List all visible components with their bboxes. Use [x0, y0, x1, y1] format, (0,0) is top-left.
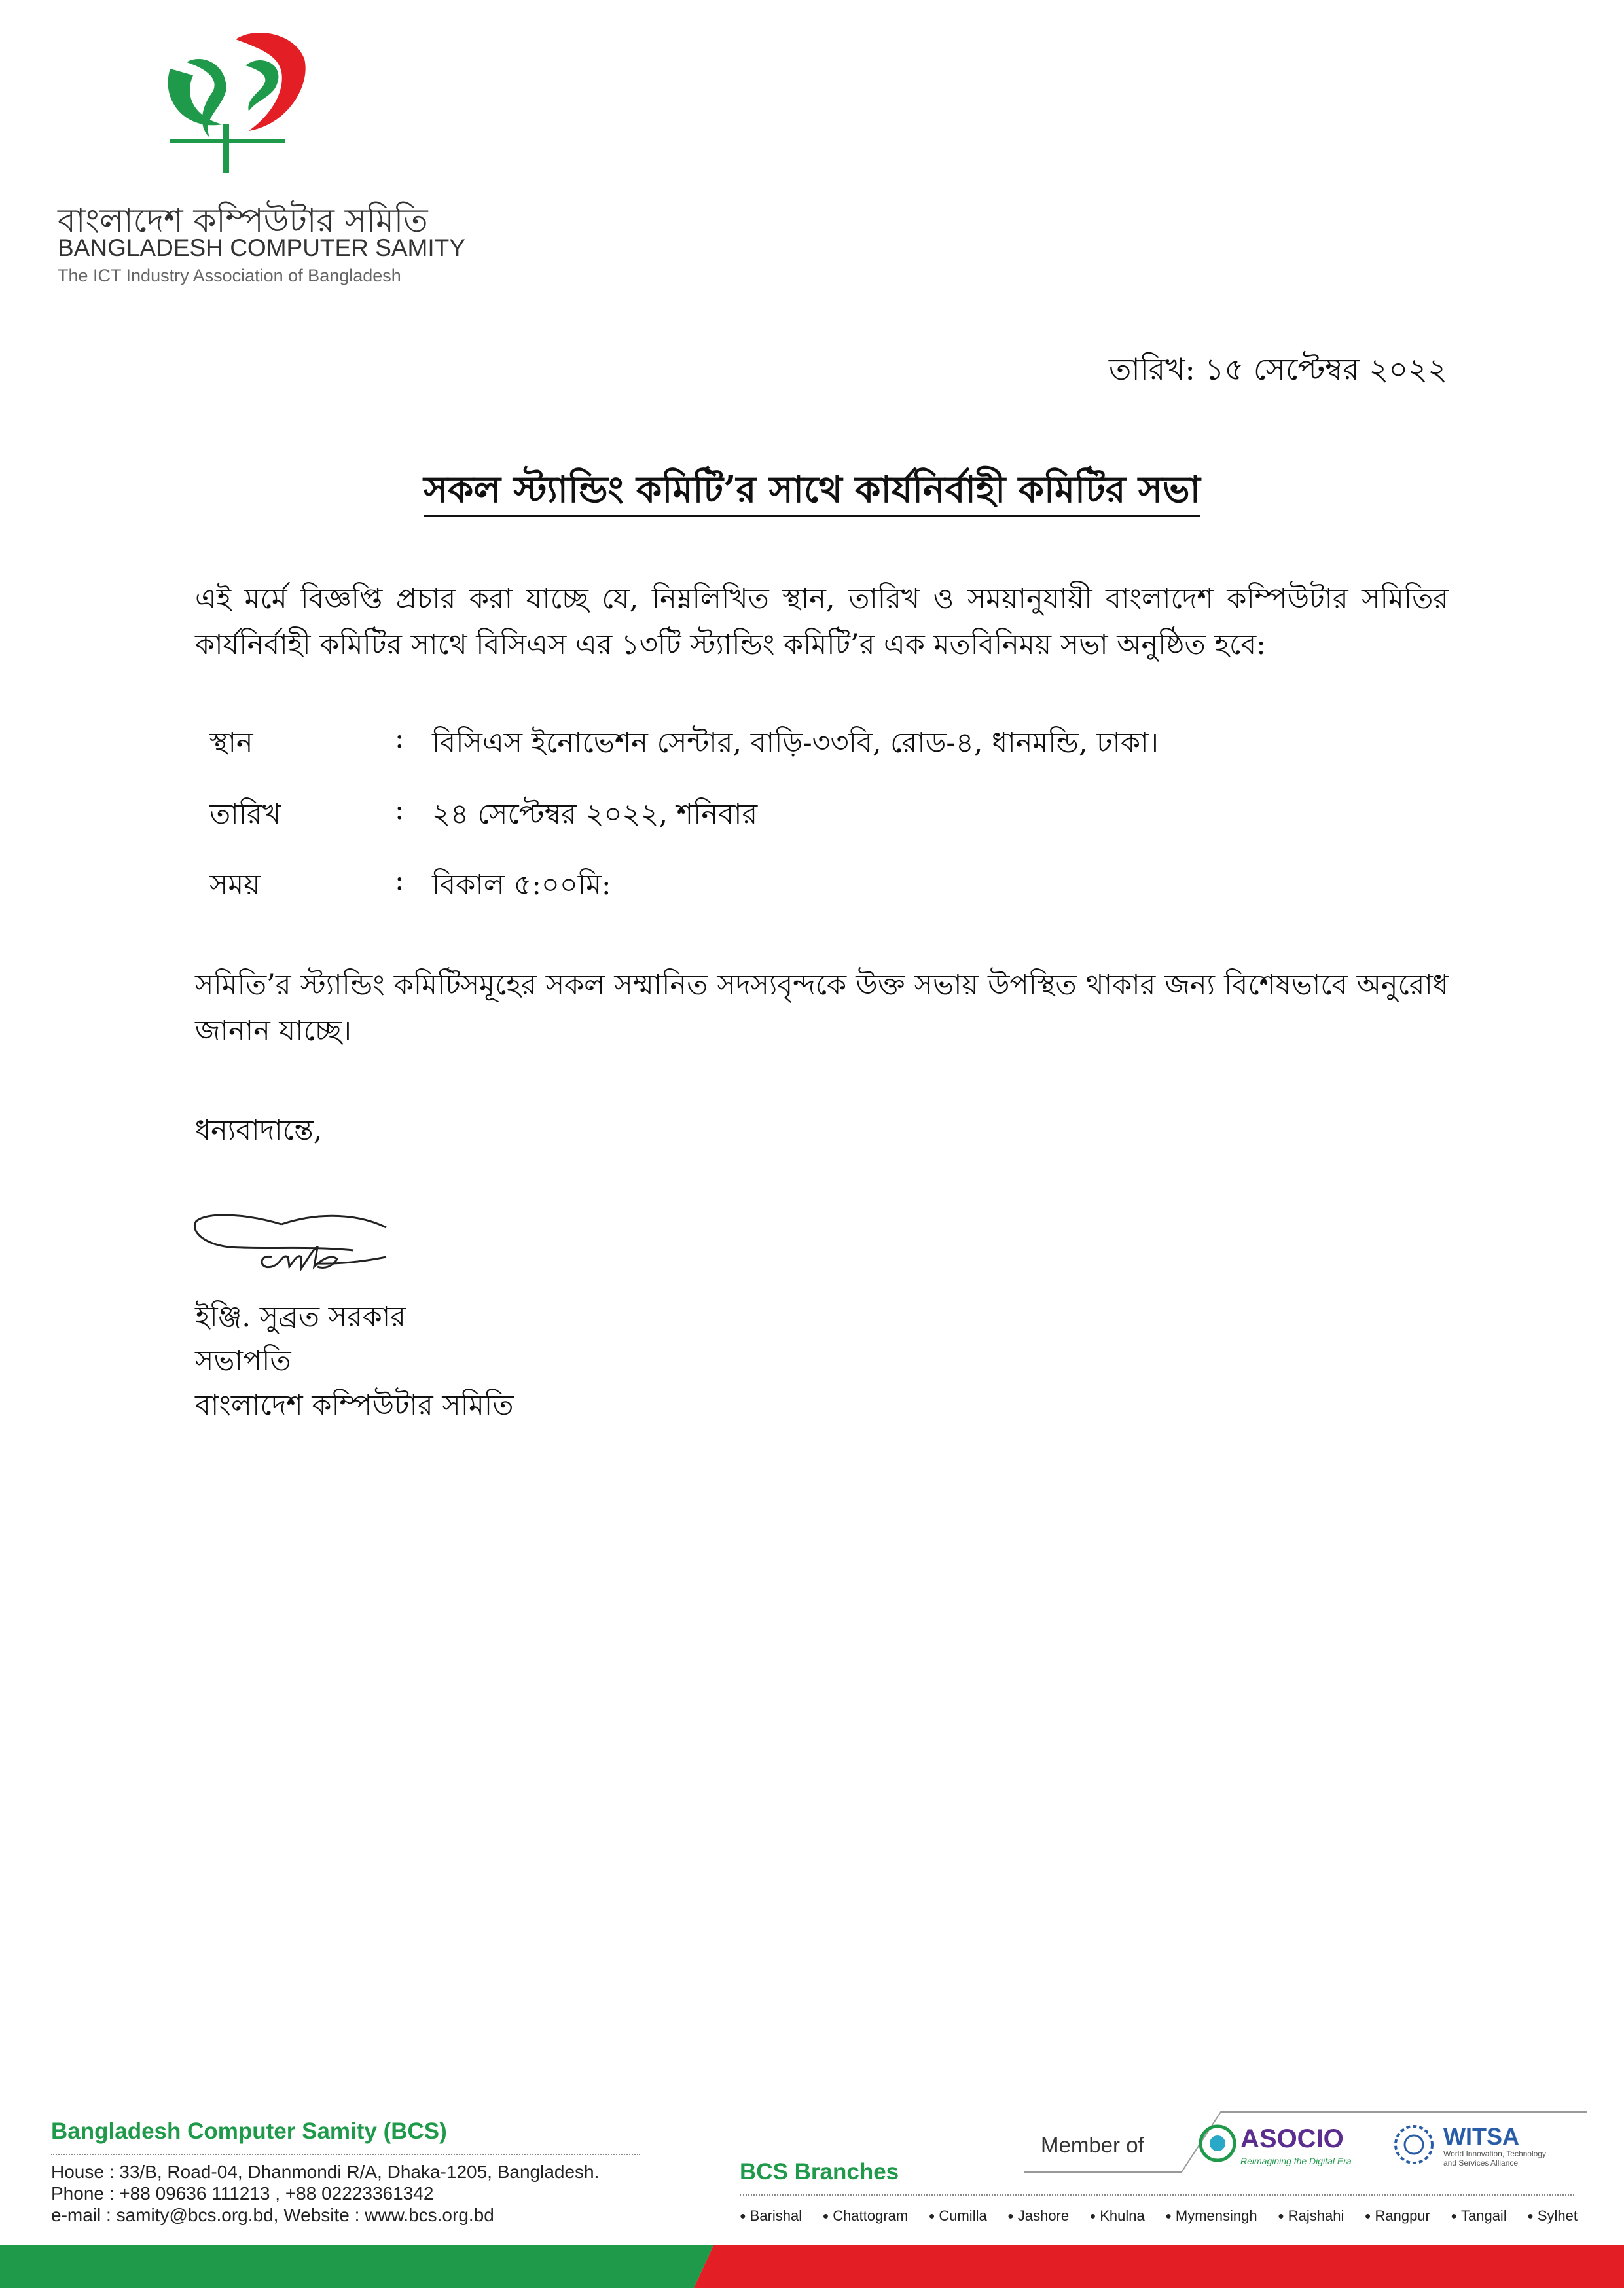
- org-name-english: BANGLADESH COMPUTER SAMITY: [58, 234, 465, 261]
- detail-value: বিকাল ৫:০০মি:: [432, 869, 611, 901]
- org-name-bengali: বাংলাদেশ কম্পিউটার সমিতি: [58, 202, 428, 240]
- branch-item: ● Chattogram: [823, 2207, 909, 2224]
- footer-address: House : 33/B, Road-04, Dhanmondi R/A, Dhaka-1205, Bangladesh.: [51, 2162, 600, 2182]
- intro-paragraph: এই মর্মে বিজ্ঞপ্তি প্রচার করা যাচ্ছে যে, নিম্নলিখিত স্থান, তারিখ ও সময়ানুযায়ী বাংলাদেশ কম্পিউটার সমিতির কার্যনির্বাহী কমিটির সাথে বিসিএস এর ১৩টি স্ট্যান্ডিং কমিটি’র এক মতবিনিময় সভা অনুষ্ঠিত হবে:: [195, 583, 1449, 661]
- branch-item: ● Mymensingh: [1165, 2207, 1257, 2224]
- svg-text:ASOCIO: ASOCIO: [1240, 2124, 1344, 2153]
- bcs-logo: [157, 26, 327, 183]
- branches-divider: [740, 2194, 1574, 2196]
- svg-text:and Services Alliance: and Services Alliance: [1443, 2158, 1519, 2168]
- footer-email-website: e-mail : samity@bcs.org.bd, Website : www.bcs.org.bd: [51, 2205, 494, 2225]
- branch-item: ● Khulna: [1090, 2207, 1145, 2224]
- footer-color-bar: [0, 2245, 1624, 2288]
- detail-value: বিসিএস ইনোভেশন সেন্টার, বাড়ি-৩৩বি, রোড-৪, ধানমন্ডি, ঢাকা।: [432, 727, 1159, 759]
- branch-item: ● Rajshahi: [1278, 2207, 1344, 2224]
- svg-text:WITSA: WITSA: [1443, 2123, 1519, 2150]
- member-of-label: Member of: [1041, 2133, 1144, 2157]
- branch-item: ● Barishal: [740, 2207, 802, 2224]
- detail-label: সময়: [209, 869, 261, 901]
- document-title: সকল স্ট্যান্ডিং কমিটি’র সাথে কার্যনির্বাহী কমিটির সভা: [424, 468, 1200, 517]
- svg-text:Reimagining the Digital Era: Reimagining the Digital Era: [1240, 2156, 1352, 2166]
- witsa-logo: [1391, 2118, 1587, 2171]
- signatory-organization: বাংলাদেশ কম্পিউটার সমিতি: [195, 1389, 514, 1422]
- branch-list: [740, 2207, 1578, 2224]
- signatory-name: ইঞ্জি. সুব্রত সরকার: [195, 1301, 406, 1334]
- svg-text:BCS: BCS: [255, 172, 269, 179]
- detail-separator: :: [395, 793, 405, 826]
- branch-item: ● Sylhet: [1527, 2207, 1578, 2224]
- branch-item: ● Cumilla: [929, 2207, 987, 2224]
- org-tagline: The ICT Industry Association of Bangladesh: [58, 266, 401, 285]
- branch-item: ● Tangail: [1451, 2207, 1506, 2224]
- handwritten-signature: [190, 1201, 399, 1286]
- footer-org-name: Bangladesh Computer Samity (BCS): [51, 2118, 447, 2144]
- branch-item: ● Rangpur: [1365, 2207, 1430, 2224]
- detail-label: স্থান: [209, 727, 253, 759]
- closing-salutation: ধন্যবাদান্তে,: [195, 1114, 323, 1147]
- signatory-title: সভাপতি: [195, 1345, 291, 1377]
- request-paragraph: সমিতি’র স্ট্যান্ডিং কমিটিসমূহের সকল সম্মানিত সদস্যবৃন্দকে উক্ত সভায় উপস্থিত থাকার জন্য বিশেষভাবে অনুরোধ জানান যাচ্ছে।: [195, 969, 1449, 1047]
- footer-divider: [51, 2154, 640, 2155]
- document-date: তারিখ: ১৫ সেপ্টেম্বর ২০২২: [1108, 352, 1447, 387]
- detail-separator: :: [395, 722, 405, 755]
- svg-text:World Innovation, Technology: World Innovation, Technology: [1443, 2149, 1546, 2158]
- footer-phone: Phone : +88 09636 111213 , +88 02223361342: [51, 2183, 434, 2204]
- branch-item: ● Jashore: [1007, 2207, 1069, 2224]
- asocio-logo: [1195, 2118, 1378, 2171]
- branches-title: BCS Branches: [740, 2159, 899, 2185]
- detail-value: ২৪ সেপ্টেম্বর ২০২২, শনিবার: [432, 798, 758, 831]
- detail-separator: :: [395, 864, 405, 897]
- detail-label: তারিখ: [209, 798, 281, 831]
- document-title-wrap: [0, 462, 1624, 523]
